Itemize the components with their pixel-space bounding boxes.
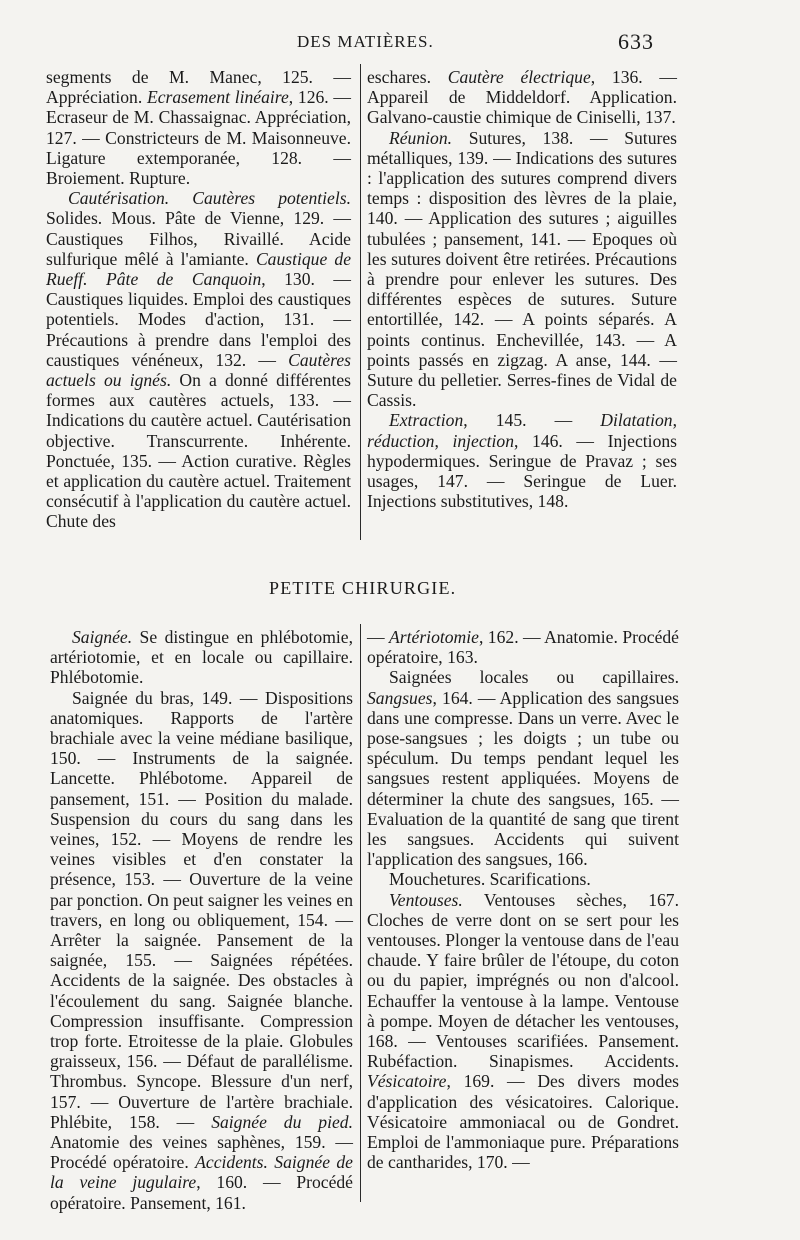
index-paragraph (367, 128, 677, 411)
italic-term: Vésicatoire (367, 1071, 447, 1092)
italic-term: Cautère électrique (447, 67, 591, 87)
text-run: — (367, 627, 390, 647)
text-run: Ventouses sèches, 167. Cloches de verre dont on se sert pour les ventouses. Plonger la ventouse dans de l'eau chaude. Y faire brûler de l'étoupe, du coton ou du papier, imprégnés ou non d'alcool. Echauffer la ventouse à la lampe. Ventouse à pompe. Moyen de détacher les ventouses, 168. — Ventouses scarifiées. Pansement. Rubéfaction. Sinapismes. Accidents. (367, 889, 679, 1072)
text-run: , 146. — Injections hypodermiques. Seringue de Pravaz ; ses usages, 147. — Seringue de Luer. Injections substitutives, 148. (367, 430, 678, 512)
italic-term: Cautères actuels ou ignés. (46, 349, 351, 391)
italic-term: Dilatation (600, 410, 673, 431)
text-run: , 169. — Des divers modes d'application des vésicatoires. Calorique. Vésicatoire ammoniacal ou de Gondret. Emploi de l'ammoniaque pure. Préparations de cantharides, 170. — (367, 1071, 679, 1173)
text-run: On a donné différentes formes aux cautères actuels, 133. — Indications du cautère actuel. Cautérisation objective. Transcurrente. Inhérente. Ponctuée, 135. — Action curative. Règles et application du cautère actuel. Traitement consécutif à l'application du cautère actuel. Chute des (46, 370, 352, 532)
text-run: , 130. — Caustiques liquides. Emploi des caustiques potentiels. Modes d'action, 131. — Précautions à prendre dans l'emploi des caustiques vénéneux, 132. — (46, 269, 352, 370)
italic-term: injection (452, 430, 515, 451)
column-divider-top (360, 64, 361, 540)
italic-term: Réunion. (389, 127, 453, 148)
index-paragraph (46, 188, 351, 531)
section-heading: PETITE CHIRURGIE. (269, 578, 457, 598)
italic-term: réduction (367, 430, 435, 451)
index-paragraph (46, 67, 351, 188)
text-run: Solides. Mous. Pâte de Vienne, 129. — Caustiques Filhos, Rivaillé. Acide sulfurique mêlé à l'amiante. (46, 208, 351, 269)
index-paragraph (367, 890, 679, 1173)
text-run: , 164. — Application des sangsues dans une compresse. Dans un verre. Avec le pose-sangsues ; les doigts ; un tube ou spéculum. Du temps pendant lequel les sangsues restent appliquées. Moyens de déterminer la chute des sangsues, 165. — Evaluation de la quantité de sang que tirent les sangsues. Accidents qui suivent l'application des sangsues, 166. (367, 687, 679, 870)
italic-term: Ventouses. (389, 889, 463, 910)
index-paragraph (367, 869, 679, 889)
text-run: segments de M. Manec, 125. — Appréciation. (46, 67, 351, 108)
italic-term: Saignée du pied. (211, 1111, 353, 1132)
italic-term: Ecrasement linéaire (146, 87, 289, 108)
text-run: , 145. — (463, 410, 601, 431)
italic-term: Cautérisation. Cautères potentiels. (68, 188, 351, 209)
index-paragraph (50, 688, 353, 1213)
running-header (0, 29, 800, 56)
italic-term: Artériotomie (389, 627, 479, 647)
text-run: , (434, 430, 453, 451)
text-run: Saignée du bras, 149. — Dispositions anatomiques. Rapports de l'artère brachiale avec la veine médiane basilique, 150. — Instruments de la saignée. Lancette. Phlébotome. Appareil de pansement, 151. — Position du malade. Suspension du cours du sang dans les veines, 152. — Moyens de rendre les veines visibles et d'en constater la présence, 153. — Ouverture de la veine par ponction. On peut saigner les veines en travers, en long ou obliquement, 154. — Arrêter la saignée. Pansement de la saignée, 155. — Saignées répétées. Accidents de la saignée. Des obstacles à l'écoulement du sang. Saignée blanche. Compression insuffisante. Compression trop forte. Etroitesse de la plaie. Globules graisseux, 156. — Défaut de parallélisme. Thrombus. Syncope. Blessure d'un nerf, 157. — Ouverture de l'artère brachiale. Phlébite, 158. — (50, 687, 353, 1132)
text-run: Mouchetures. Scarifications. (389, 869, 591, 890)
running-title: DES MATIÈRES. (297, 32, 434, 51)
text-run: Se distingue en phlébotomie, artériotomie, et en locale ou capillaire. Phlébotomie. (50, 627, 353, 688)
text-run: eschares. (367, 67, 448, 87)
italic-term: Extraction (389, 410, 464, 431)
text-run: Sutures, 138. — Sutures métalliques, 139. — Indications des sutures : l'application des sutures comprend divers temps : disposition des lèvres de la plaie, 140. — Application des sutures ; aiguilles tubulées ; pansement, 141. — Epoques où les sutures doivent être retirées. Précautions à prendre pour enlever les sutures. Des différentes espèces de sutures. Suture entortillée, 142. — A points séparés. A points continus. Enchevillée, 143. — A points passés en zigzag. A anse, 144. — Suture du pelletier. Serres-fines de Vidal de Cassis. (367, 127, 677, 411)
index-paragraph (50, 627, 353, 688)
italic-term: Accidents. Saignée de la veine jugulaire (50, 1152, 353, 1193)
text-run: , (672, 410, 677, 431)
italic-term: Sangsues (367, 687, 433, 708)
index-column-left-top (46, 67, 351, 532)
column-divider-bottom (360, 624, 361, 1202)
index-paragraph (367, 627, 679, 667)
index-column-right-bottom (367, 627, 679, 1172)
index-paragraph (367, 667, 679, 869)
italic-term: Saignée. (72, 627, 133, 647)
text-run: , 136. — Appareil de Middeldorf. Application. Galvano-caustie chimique de Ciniselli, 137. (367, 67, 677, 128)
text-run: , 162. — Anatomie. Procédé opératoire, 163. (367, 627, 679, 668)
index-paragraph (367, 67, 677, 128)
text-run: Anatomie des veines saphènes, 159. — Procédé opératoire. (50, 1132, 353, 1173)
page-number: 633 (618, 29, 654, 54)
text-run: , 160. — Procédé opératoire. Pansement, 161. (50, 1172, 353, 1213)
italic-term: Caustique de Rueff. Pâte de Canquoin (46, 248, 352, 290)
text-run: Saignées locales ou capillaires. (389, 667, 679, 688)
text-run: , 126. — Ecraseur de M. Chassaignac. Appréciation, 127. — Constricteurs de M. Maisonneuve. Ligature extemporanée, 128. — Broiement. Rupture. (46, 87, 351, 189)
index-column-right-top (367, 67, 677, 511)
index-paragraph (367, 410, 677, 511)
index-column-left-bottom (50, 627, 353, 1213)
